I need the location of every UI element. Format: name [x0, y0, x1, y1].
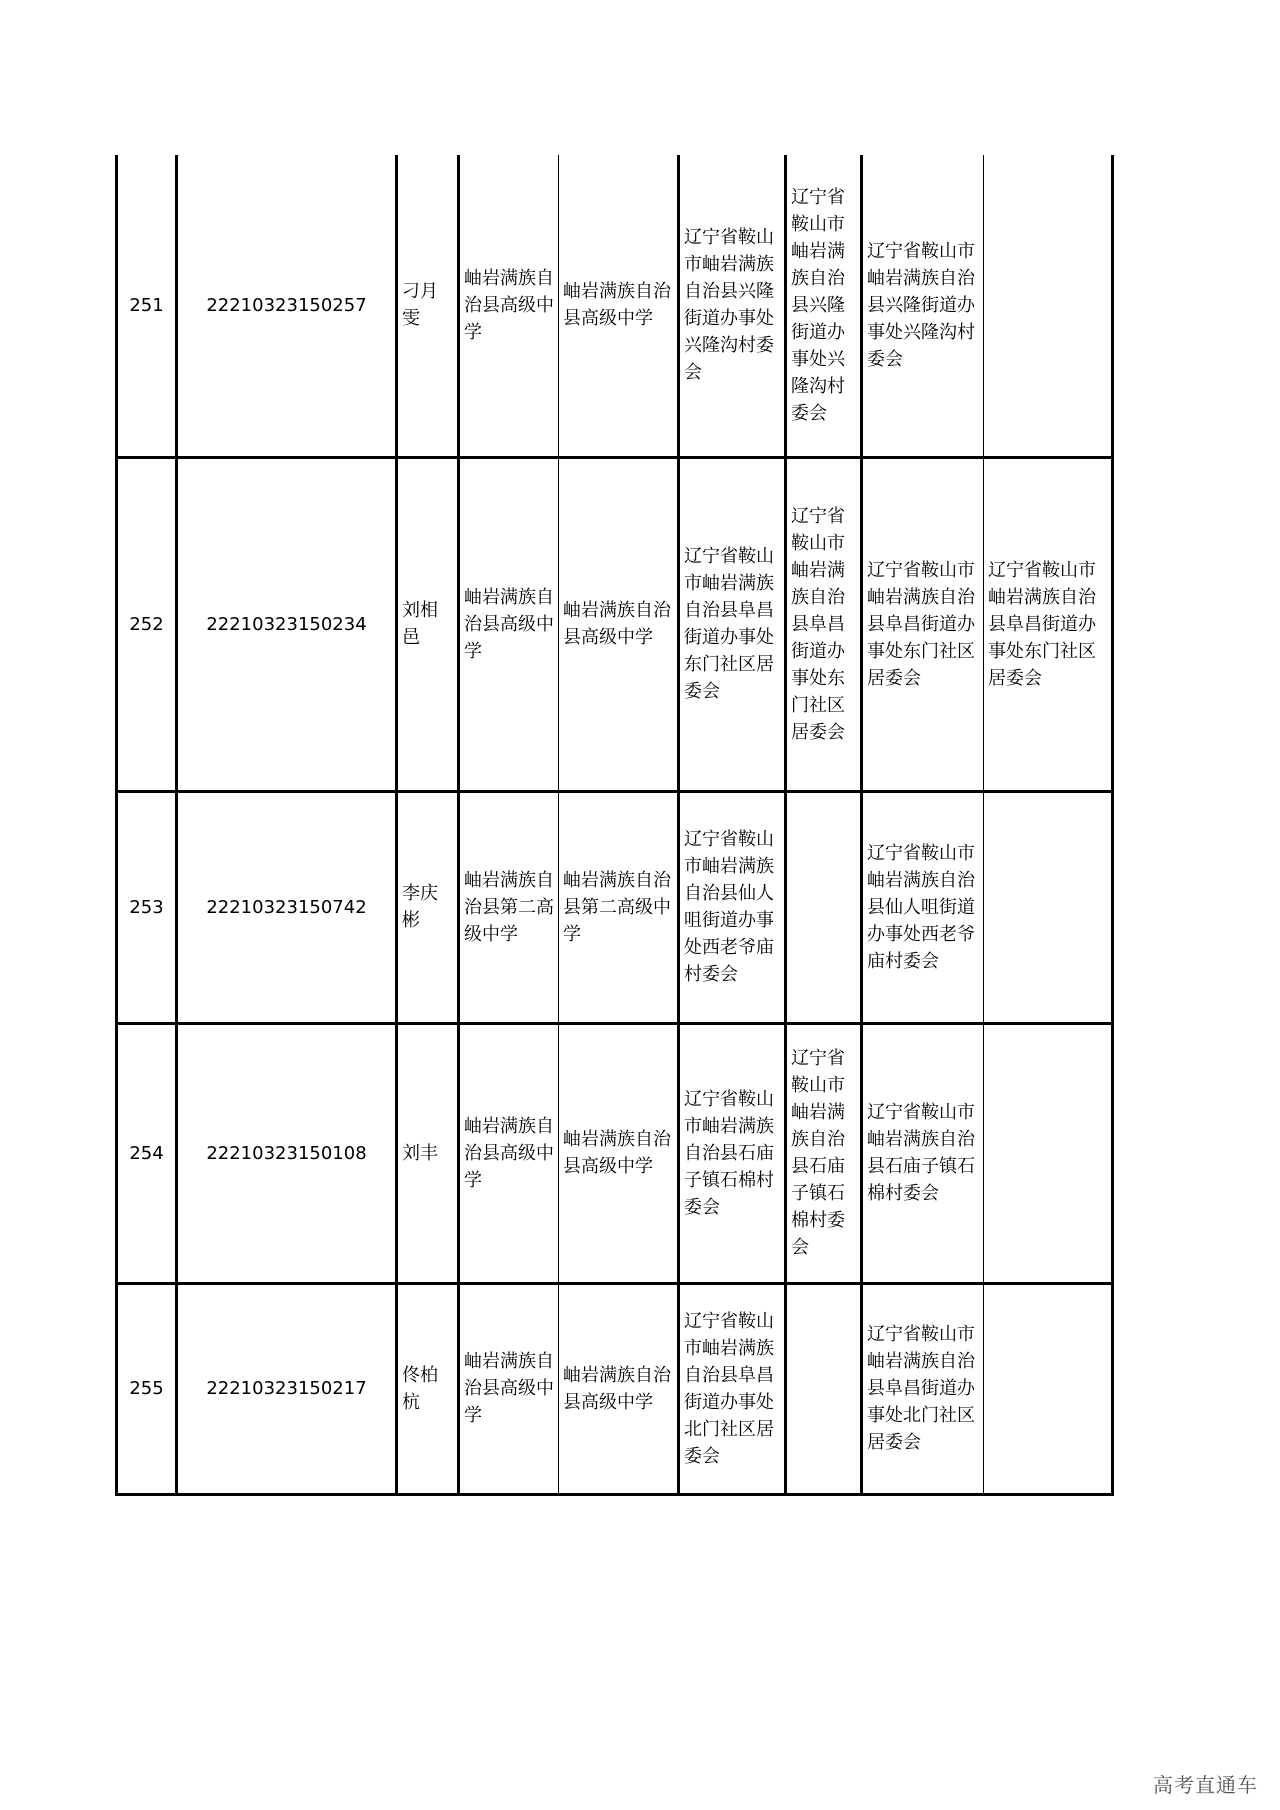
address-a-text: 辽宁省鞍山市岫岩满族自治县仙人咀街道办事处西老爷庙村委会: [684, 829, 774, 985]
address-b-text: 辽宁省鞍山市岫岩满族自治县石庙子镇石棉村委会: [791, 1048, 845, 1258]
school-b-text: 岫岩满族自治县高级中学: [563, 1129, 671, 1177]
address-c-text: 辽宁省鞍山市岫岩满族自治县阜昌街道办事处东门社区居委会: [867, 559, 975, 689]
candidate-id: 22210323150108: [177, 1023, 397, 1283]
table-row: [117, 791, 1113, 1023]
address-b-text: 辽宁省鞍山市岫岩满族自治县阜昌街道办事处东门社区居委会: [791, 505, 845, 743]
candidate-name-text: 刘丰: [402, 1142, 438, 1164]
address-cell: [984, 155, 1113, 457]
address-cell: [786, 155, 862, 457]
address-cell: [786, 1283, 862, 1494]
row-index: 255: [117, 1283, 177, 1494]
candidate-id: 22210323150234: [177, 457, 397, 791]
candidate-name: [397, 791, 459, 1023]
candidate-name-text: 刘相邑: [402, 600, 438, 648]
school-b-text: 岫岩满族自治县第二高级中学: [563, 869, 671, 945]
school-cell: [559, 1283, 679, 1494]
candidate-id: 22210323150742: [177, 791, 397, 1023]
address-cell: [862, 457, 984, 791]
address-cell: [679, 1283, 786, 1494]
school-b-text: 岫岩满族自治县高级中学: [563, 281, 671, 330]
address-cell: [862, 155, 984, 457]
address-cell: [862, 1283, 984, 1494]
address-c-text: 辽宁省鞍山市岫岩满族自治县阜昌街道办事处北门社区居委会: [867, 1324, 975, 1453]
watermark-text: 高考直通车: [1153, 1773, 1258, 1797]
candidate-name-text: 李庆彬: [402, 883, 438, 931]
table-row: [117, 155, 1113, 457]
school-cell: [459, 1023, 559, 1283]
candidate-name: [397, 1283, 459, 1494]
roster-table: [115, 155, 1114, 1496]
school-a-text: 岫岩满族自治县高级中学: [464, 267, 554, 343]
address-d-text: 辽宁省鞍山市岫岩满族自治县阜昌街道办事处东门社区居委会: [988, 559, 1096, 689]
school-a-text: 岫岩满族自治县第二高级中学: [464, 869, 554, 945]
address-cell: [984, 1283, 1113, 1494]
address-cell: [786, 1023, 862, 1283]
candidate-name: [397, 155, 459, 457]
school-cell: [459, 791, 559, 1023]
address-c-text: 辽宁省鞍山市岫岩满族自治县兴隆街道办事处兴隆沟村委会: [867, 240, 975, 370]
address-cell: [679, 457, 786, 791]
school-cell: [459, 457, 559, 791]
row-index: 253: [117, 791, 177, 1023]
address-c-text: 辽宁省鞍山市岫岩满族自治县仙人咀街道办事处西老爷庙村委会: [867, 842, 975, 972]
address-a-text: 辽宁省鞍山市岫岩满族自治县兴隆街道办事处兴隆沟村委会: [684, 227, 774, 384]
school-cell: [559, 155, 679, 457]
address-cell: [679, 791, 786, 1023]
address-cell: [862, 791, 984, 1023]
address-a-text: 辽宁省鞍山市岫岩满族自治县阜昌街道办事处北门社区居委会: [684, 1310, 774, 1467]
school-a-text: 岫岩满族自治县高级中学: [464, 1351, 554, 1426]
table-row: [117, 1023, 1113, 1283]
address-a-text: 辽宁省鞍山市岫岩满族自治县石庙子镇石棉村委会: [684, 1088, 774, 1218]
candidate-name: [397, 457, 459, 791]
address-cell: [984, 791, 1113, 1023]
address-cell: [984, 1023, 1113, 1283]
school-a-text: 岫岩满族自治县高级中学: [464, 586, 554, 662]
school-b-text: 岫岩满族自治县高级中学: [563, 1364, 671, 1413]
table-row: [117, 457, 1113, 791]
candidate-name: [397, 1023, 459, 1283]
address-cell: [984, 457, 1113, 791]
school-cell: [559, 1023, 679, 1283]
school-a-text: 岫岩满族自治县高级中学: [464, 1115, 554, 1191]
row-index: 251: [117, 155, 177, 457]
candidate-id: 22210323150217: [177, 1283, 397, 1494]
school-cell: [459, 1283, 559, 1494]
candidate-name-text: 佟柏杭: [402, 1364, 438, 1413]
address-a-text: 辽宁省鞍山市岫岩满族自治县阜昌街道办事处东门社区居委会: [684, 546, 774, 702]
address-cell: [786, 791, 862, 1023]
address-b-text: 辽宁省鞍山市岫岩满族自治县兴隆街道办事处兴隆沟村委会: [791, 186, 845, 424]
row-index: 254: [117, 1023, 177, 1283]
candidate-name-text: 刁月雯: [402, 281, 438, 330]
table-row: [117, 1283, 1113, 1494]
address-cell: [679, 1023, 786, 1283]
address-cell: [862, 1023, 984, 1283]
school-cell: [559, 791, 679, 1023]
address-cell: [786, 457, 862, 791]
school-cell: [459, 155, 559, 457]
address-c-text: 辽宁省鞍山市岫岩满族自治县石庙子镇石棉村委会: [867, 1102, 975, 1204]
school-cell: [559, 457, 679, 791]
address-cell: [679, 155, 786, 457]
school-b-text: 岫岩满族自治县高级中学: [563, 600, 671, 648]
candidate-id: 22210323150257: [177, 155, 397, 457]
row-index: 252: [117, 457, 177, 791]
